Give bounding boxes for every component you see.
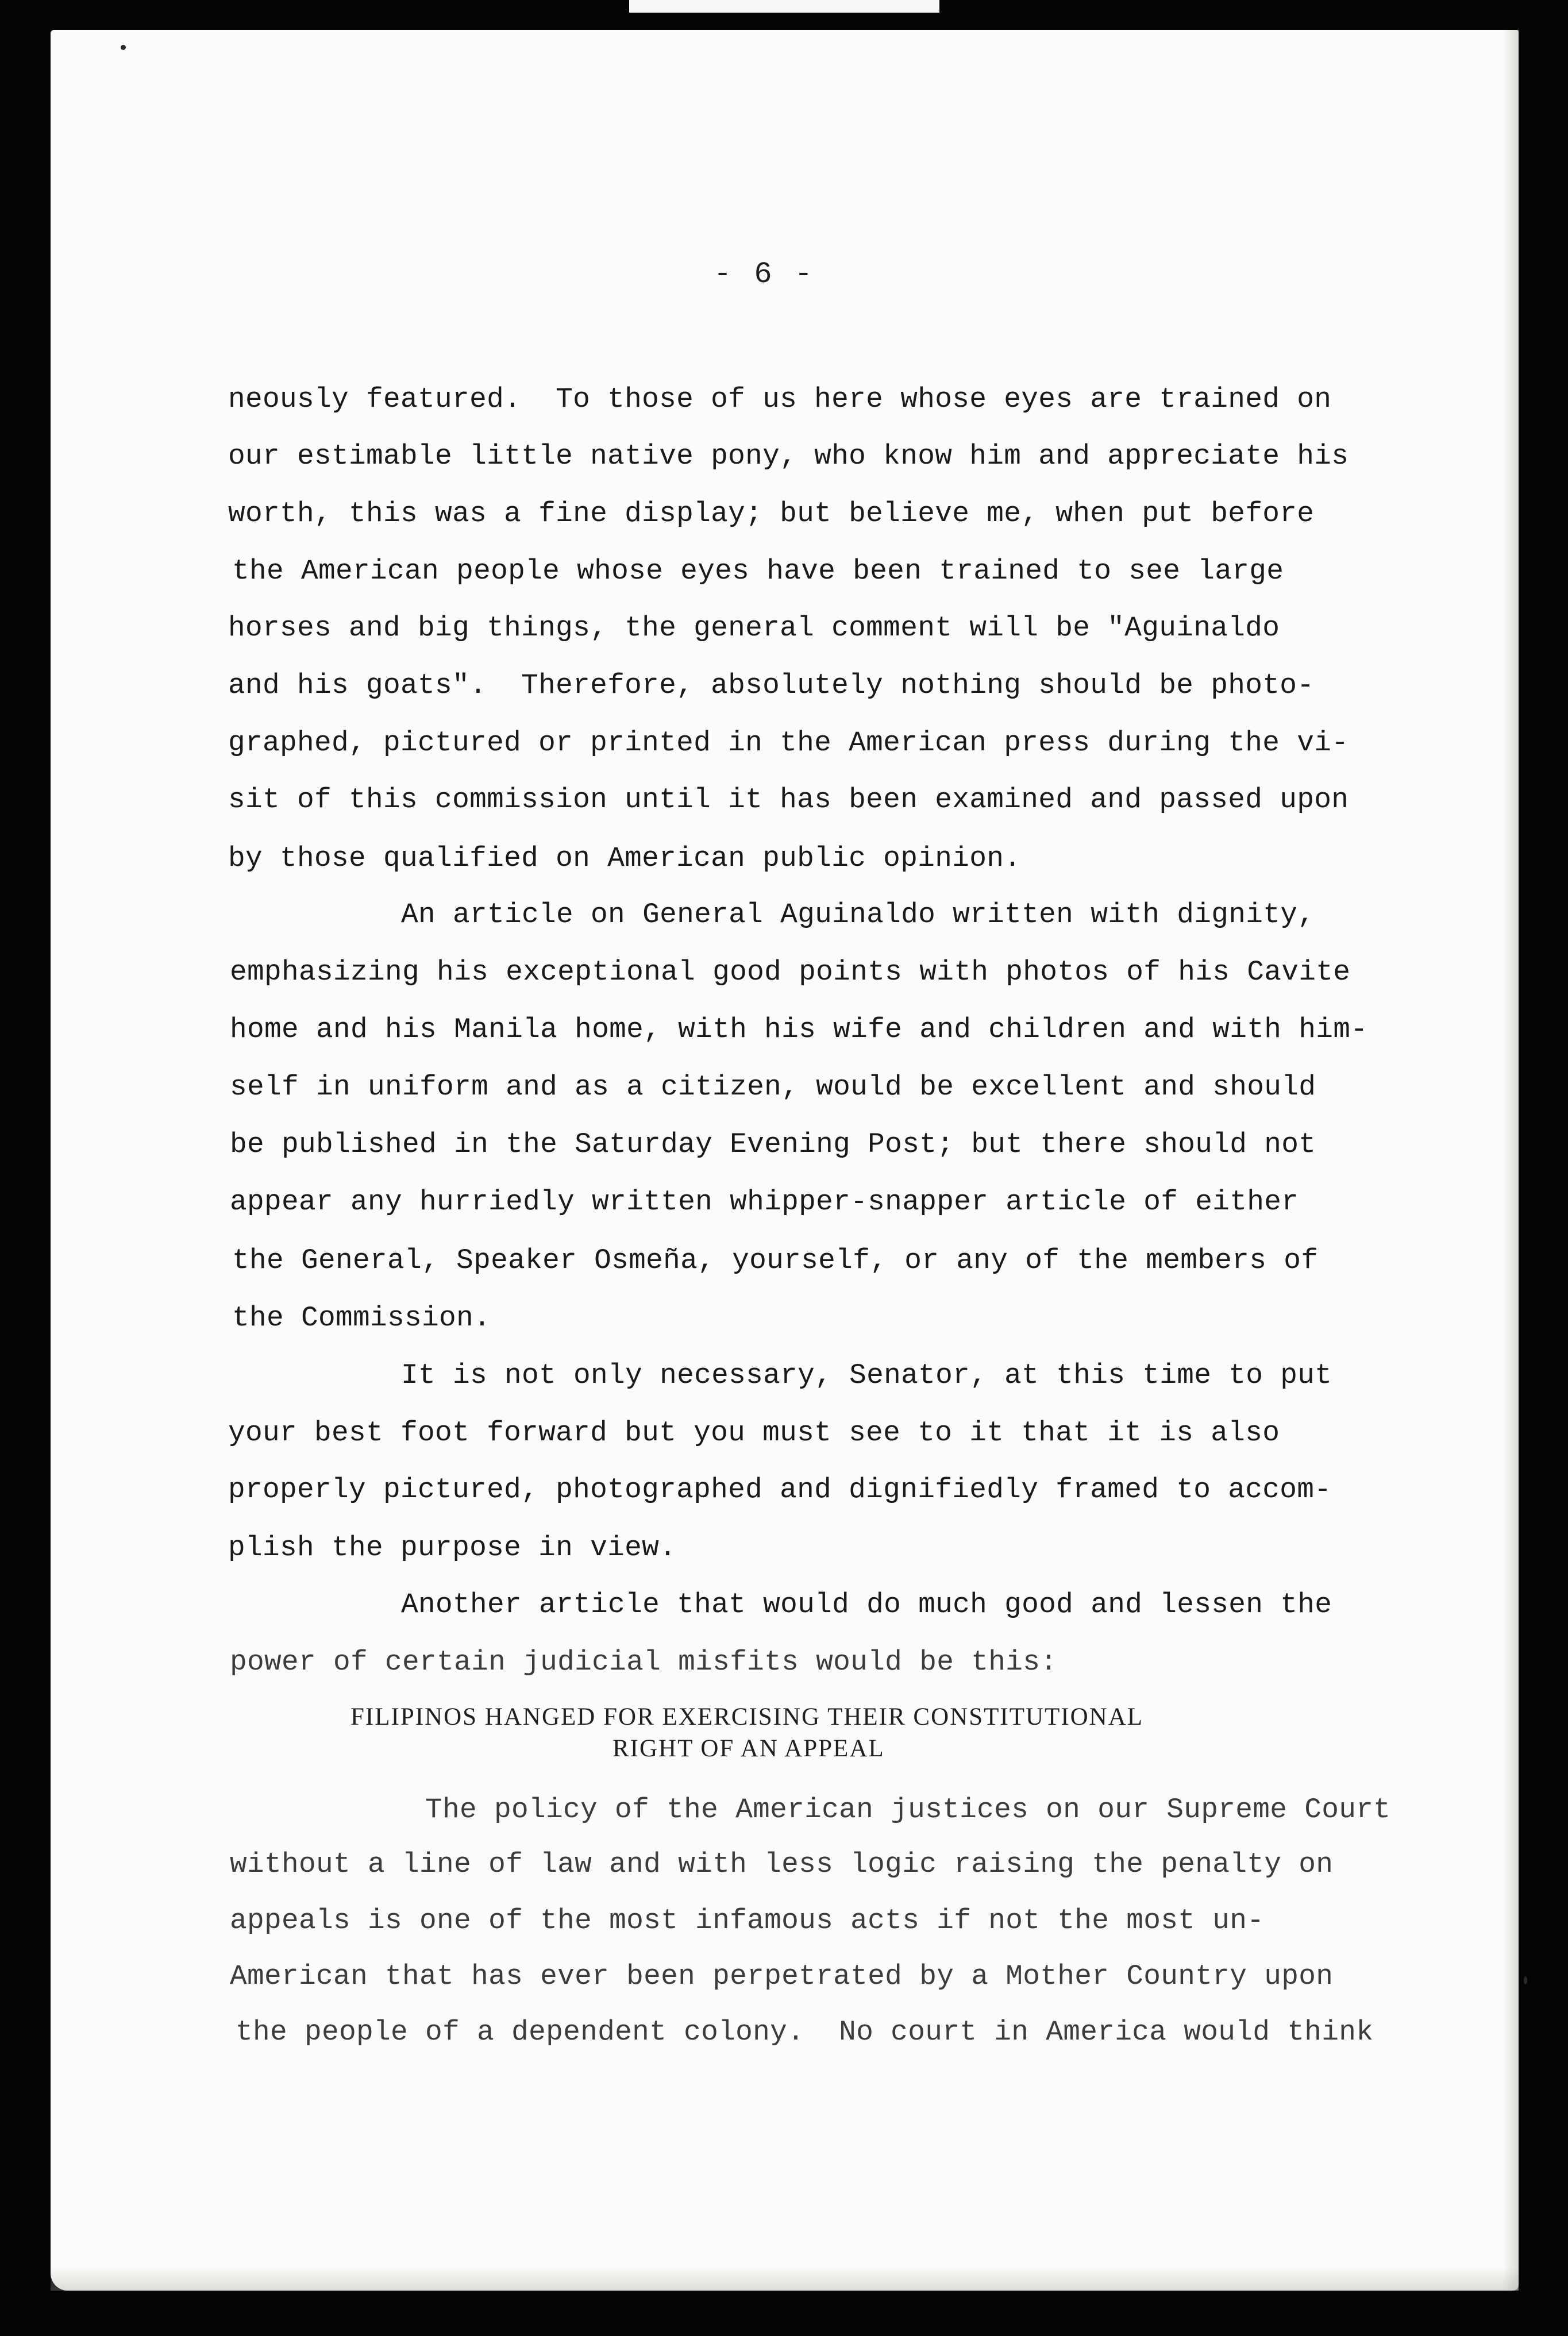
body-line: neously featured. To those of us here whose eyes are trained on: [228, 383, 1332, 415]
paragraph-first-line: Another article that would do much good and lessen the: [401, 1589, 1332, 1621]
body-line: home and his Manila home, with his wife and children and with him-: [230, 1013, 1368, 1046]
body-line: the American people whose eyes have been trained to see large: [232, 555, 1284, 587]
body-line: the General, Speaker Osmeña, yourself, or any of the members of: [232, 1244, 1319, 1277]
body-line: your best foot forward but you must see to it that it is also: [228, 1417, 1280, 1449]
body-line: worth, this was a fine display; but believe me, when put before: [228, 498, 1315, 530]
scan-speck: [1524, 1976, 1527, 1984]
body-line: by those qualified on American public opinion.: [228, 842, 1022, 874]
section-heading-continued: RIGHT OF AN APPEAL: [612, 1735, 885, 1762]
body-line: be published in the Saturday Evening Post; but there should not: [230, 1128, 1316, 1161]
body-line: our estimable little native pony, who know him and appreciate his: [228, 440, 1349, 472]
section-heading: FILIPINOS HANGED FOR EXERCISING THEIR CONSTITUTIONAL: [350, 1703, 1144, 1730]
body-line: horses and big things, the general comment will be "Aguinaldo: [228, 612, 1280, 644]
paragraph-first-line: An article on General Aguinaldo written with dignity,: [401, 899, 1315, 931]
body-line: sit of this commission until it has been examined and passed upon: [228, 784, 1349, 816]
body-line: the Commission.: [232, 1302, 491, 1334]
paragraph-first-line: The policy of the American justices on our Supreme Court: [425, 1794, 1391, 1826]
page-number: - 6 -: [713, 257, 815, 291]
body-line: power of certain judicial misfits would be this:: [230, 1646, 1058, 1678]
body-line: appear any hurriedly written whipper-snapper article of either: [230, 1186, 1299, 1218]
scan-top-tab: [629, 0, 939, 13]
scan-speck: [121, 45, 126, 50]
body-line: the people of a dependent colony. No court in America would think: [236, 2016, 1374, 2048]
body-line: self in uniform and as a citizen, would be excellent and should: [230, 1071, 1316, 1103]
body-line: emphasizing his exceptional good points with photos of his Cavite: [230, 956, 1351, 988]
body-line: without a line of law and with less logic raising the penalty on: [230, 1848, 1334, 1880]
body-line: graphed, pictured or printed in the American press during the vi-: [228, 727, 1349, 759]
body-line: American that has ever been perpetrated by a Mother Country upon: [230, 1960, 1334, 1992]
paragraph-first-line: It is not only necessary, Senator, at this time to put: [401, 1359, 1332, 1391]
body-line: and his goats". Therefore, absolutely nothing should be photo-: [228, 669, 1315, 701]
page-bottom-edge: [51, 2268, 1519, 2291]
page-edge-shadow: [1502, 30, 1519, 2291]
body-line: appeals is one of the most infamous acts if not the most un-: [230, 1905, 1265, 1937]
body-line: plish the purpose in view.: [228, 1532, 677, 1564]
body-line: properly pictured, photographed and dignifiedly framed to accom-: [228, 1474, 1332, 1506]
